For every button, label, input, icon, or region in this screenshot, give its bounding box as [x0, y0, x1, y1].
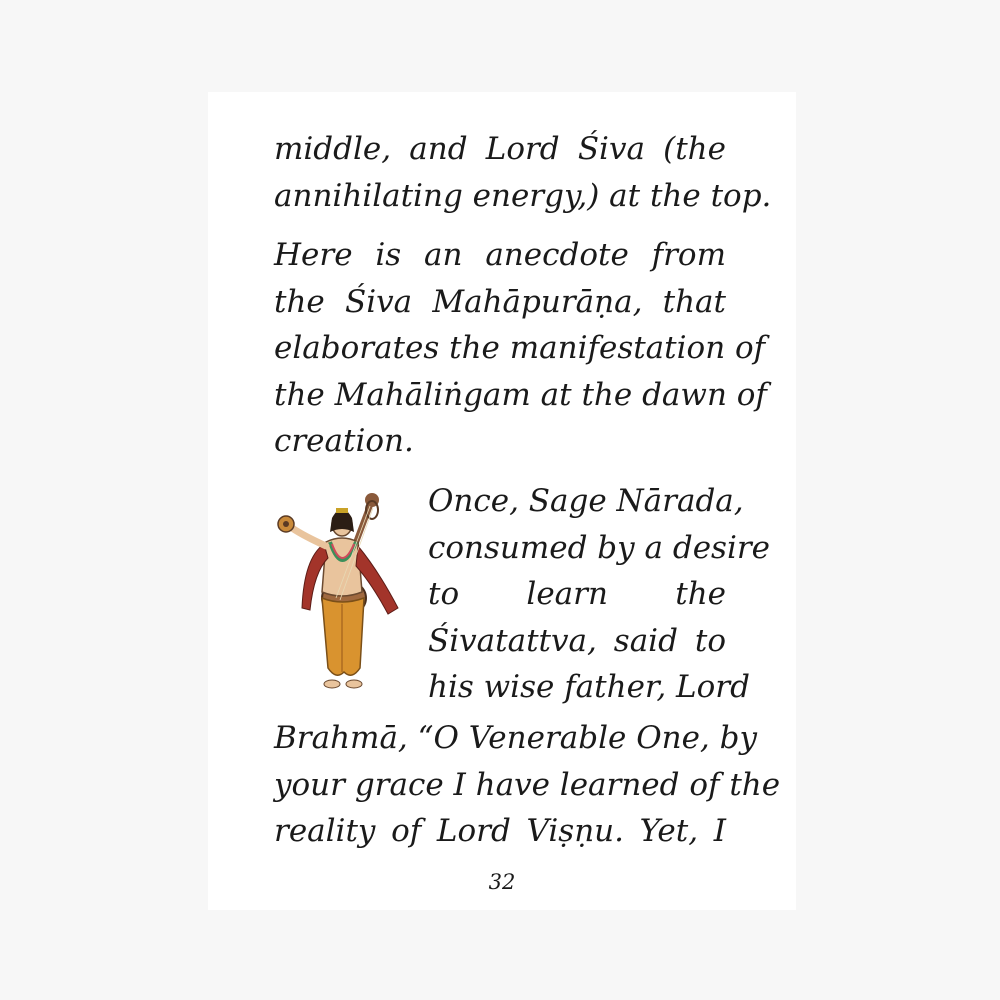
text-line: your grace I have learned of the: [274, 766, 781, 803]
text-line: Once, Sage Nārada,: [428, 483, 744, 519]
text-line: the Mahāliṅgam at the dawn of: [274, 376, 767, 413]
paragraph-3-continued: [274, 715, 781, 855]
text-line: Brahmā, “O Venerable One, by: [274, 720, 757, 756]
paragraph-1: [274, 126, 772, 219]
paragraph-3-wrapped: [274, 478, 771, 711]
text-line: consumed by a desire: [428, 529, 771, 566]
text-line: creation.: [274, 423, 414, 459]
text-line: Here is an anecdote from: [274, 237, 726, 273]
text-line: his wise father, Lord: [428, 669, 750, 705]
text-line: elaborates the manifestation of: [274, 330, 766, 366]
book-page: [208, 92, 796, 910]
paragraph-2: [274, 232, 767, 465]
text-line: reality of Lord Viṣṇu. Yet, I: [274, 813, 726, 849]
text-line: annihilating energy,) at the top.: [274, 177, 772, 214]
text-line: to learn the: [428, 576, 726, 612]
text-line: the Śiva Mahāpurāṇa, that: [274, 283, 726, 320]
text-line: Śivatattva, said to: [428, 622, 726, 659]
text-line: middle, and Lord Śiva (the: [274, 131, 726, 167]
page-number: 32: [488, 870, 516, 894]
